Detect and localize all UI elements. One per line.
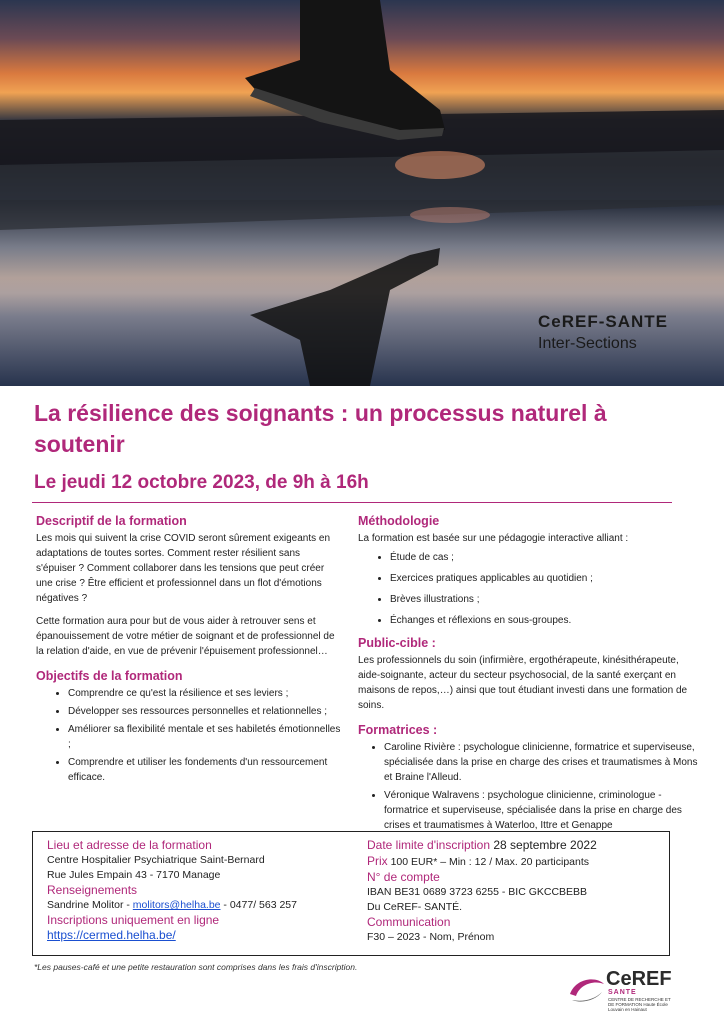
contact-email-link[interactable]: molitors@helha.be (132, 899, 221, 911)
lieu-line-2: Rue Jules Empain 43 - 7170 Manage (47, 869, 221, 881)
info-box-right (367, 838, 667, 945)
page-title: La résilience des soignants : un processus naturel à soutenir (34, 400, 607, 457)
list-item: • Comprendre et utiliser les fondements d'un ressourcement efficace. (68, 755, 342, 785)
lieu-line-1: Centre Hospitalier Psychiatrique Saint-Bernard (47, 854, 265, 866)
contact-phone: - 0477/ 563 257 (220, 899, 297, 911)
hero-brand (538, 312, 668, 353)
communication-value: F30 – 2023 - Nom, Prénom (367, 931, 495, 943)
prix-label: Prix (367, 854, 388, 868)
list-item: • Brèves illustrations ; (390, 592, 698, 607)
title-divider (32, 502, 672, 503)
footnote: *Les pauses-café et une petite restauration sont comprises dans les frais d'inscription. (34, 962, 358, 972)
public-text: Les professionnels du soin (infirmière, ergothérapeute, kinésithérapeute, aide-soignante, acteur du secteur psychosocial, de la santé exerçant en maisons de repos,…) ainsi que tout étudiant investi dans une formation de soins. (358, 655, 688, 711)
iban: IBAN BE31 0689 3723 6255 - BIC GKCCBEBB (367, 886, 588, 898)
hero-brand-name: CeREF-SANTE (538, 312, 669, 331)
date-limite-line (367, 838, 667, 854)
communication-heading: Communication (367, 915, 451, 929)
inscriptions-link[interactable]: https://cermed.helha.be/ (47, 928, 176, 942)
methodologie-heading: Méthodologie (358, 514, 440, 528)
lieu-heading: Lieu et adresse de la formation (47, 838, 212, 852)
formatrices-list (358, 740, 698, 833)
prix-line (367, 854, 667, 870)
hero-image (0, 0, 724, 386)
date-limite-value: 28 septembre 2022 (490, 838, 597, 852)
descriptif-paragraph-2: Cette formation aura pour but de vous aider à retrouver sens et épanouissement de votre métier de soignant et de professionnel de la relation d'aide, en vue de prévenir l'épuisement professionnel… (36, 616, 335, 657)
list-item: • Étude de cas ; (390, 550, 698, 565)
formatrices-heading: Formatrices : (358, 723, 438, 737)
descriptif-paragraph-1: Les mois qui suivent la crise COVID seront sûrement exigeants en adaptations de toutes sortes. Comment rester résilient sans s'épuiser ? Comment collaborer dans les tensions que peut créer une crise ? Être efficient et professionnel dans un flot d'émotions négatives ? (36, 533, 331, 604)
list-item: • Caroline Rivière : psychologue clinicienne, formatrice et superviseuse, spécialisée dans la prise en charge des crises et traumatismes à Mons et Braine l'Alleud. (384, 740, 698, 785)
date-limite-label: Date limite d'inscription (367, 838, 491, 852)
objectifs-heading: Objectifs de la formation (36, 669, 183, 683)
info-box-left (47, 838, 347, 944)
list-item: • Échanges et réflexions en sous-groupes. (390, 613, 698, 628)
renseignements-heading: Renseignements (47, 883, 138, 897)
list-item: • Comprendre ce qu'est la résilience et ses leviers ; (68, 686, 342, 701)
methodologie-intro: La formation est basée sur une pédagogie interactive alliant : (358, 533, 629, 544)
descriptif-heading: Descriptif de la formation (36, 514, 187, 528)
compte-heading: N° de compte (367, 870, 440, 884)
ceref-swoosh-icon (566, 970, 606, 1010)
info-box (32, 831, 670, 956)
logo-tagline: CENTRE DE RECHERCHE ET DE FORMATION Haute École Louvain en Hainaut (608, 997, 671, 1012)
list-item: • Améliorer sa flexibilité mentale et ses habiletés émotionnelles ; (68, 722, 342, 752)
logo-sub: SANTE (608, 989, 637, 996)
event-date: Le jeudi 12 octobre 2023, de 9h à 16h (34, 472, 369, 493)
inscriptions-heading: Inscriptions uniquement en ligne (47, 913, 220, 927)
left-column (36, 514, 342, 793)
prix-value: 100 EUR* – Min : 12 / Max. 20 participants (387, 856, 590, 868)
methodologie-list (358, 550, 698, 628)
list-item: • Véronique Walravens : psychologue clinicienne, criminologue - formatrice et superviseuse, spécialisée dans la prise en charge des crises et traumatismes à Waterloo, Ittre et Genappe (384, 788, 698, 833)
list-item: • Exercices pratiques applicables au quotidien ; (390, 571, 698, 586)
contact-line (47, 898, 347, 913)
objectifs-list (36, 686, 342, 785)
iban-owner: Du CeREF- SANTÉ. (367, 901, 463, 913)
right-column (358, 514, 698, 841)
list-item: • Développer ses ressources personnelles et relationnelles ; (68, 704, 342, 719)
ceref-logo (566, 966, 676, 1010)
hero-brand-subtitle: Inter-Sections (538, 335, 637, 352)
logo-name: CeREF (606, 968, 672, 990)
contact-name: Sandrine Molitor - (47, 899, 133, 911)
public-heading: Public-cible : (358, 636, 436, 650)
